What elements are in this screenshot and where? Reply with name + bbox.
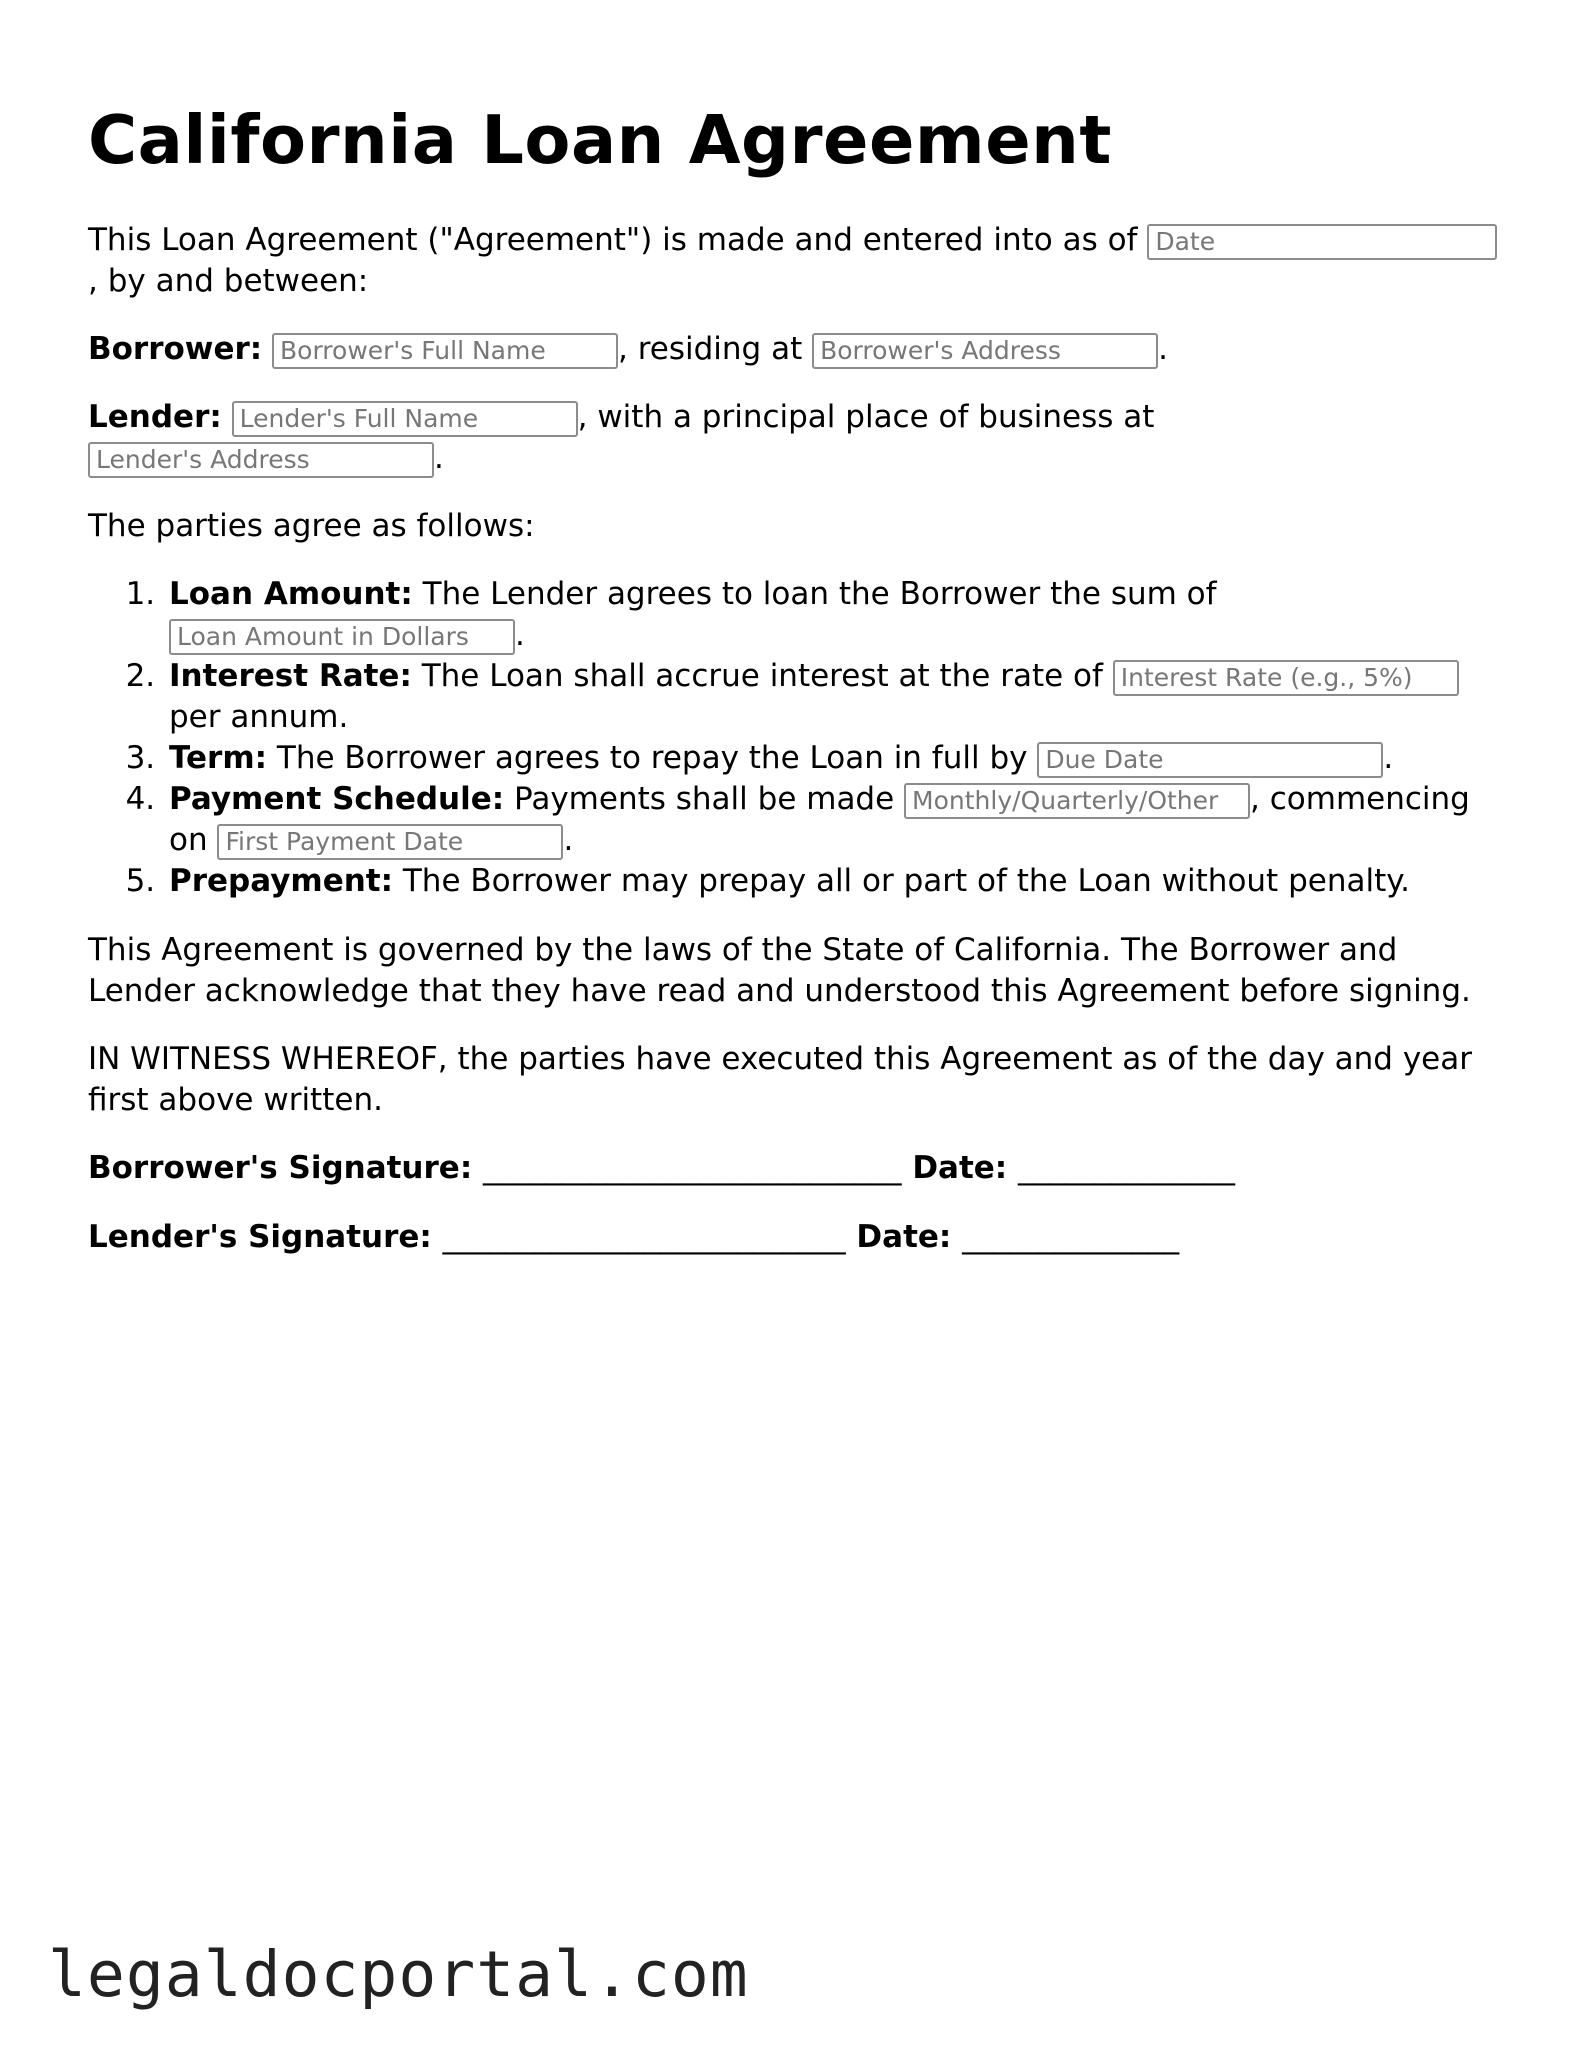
payment-schedule-middle: , commencing on [169, 781, 1470, 859]
lender-signature-label: Lender's Signature: [88, 1219, 432, 1256]
intro-text: This Loan Agreement ("Agreement") is made and entered into as of [88, 222, 1148, 259]
list-item [165, 861, 1508, 902]
list-item [165, 779, 1508, 861]
parties-agree-text: The parties agree as follows: [88, 508, 535, 545]
lender-label: Lender: [88, 399, 222, 436]
first-payment-date-field[interactable]: First Payment Date [217, 824, 563, 860]
term-text: The Borrower agrees to repay the Loan in full by [267, 740, 1038, 777]
witness-text: IN WITNESS WHEREOF, the parties have executed this Agreement as of the day and year first above written. [88, 1041, 1472, 1119]
page-title: California Loan Agreement [88, 101, 1112, 179]
interest-rate-field[interactable]: Interest Rate (e.g., 5%) [1113, 660, 1459, 696]
term-period: . [1383, 740, 1394, 777]
document-page [88, 100, 1508, 1286]
list-item [165, 656, 1508, 738]
interest-rate-end: per annum. [169, 699, 349, 736]
lender-date-blank: ______________ [962, 1219, 1180, 1256]
lender-name-field[interactable]: Lender's Full Name [232, 401, 578, 437]
lender-signature-line [88, 1217, 1508, 1258]
payment-schedule-text: Payments shall be made [504, 781, 905, 818]
loan-amount-period: . [515, 617, 525, 654]
loan-amount-text: The Lender agrees to loan the Borrower the sum of [412, 576, 1217, 613]
borrower-label: Borrower: [88, 331, 263, 368]
lender-address-field[interactable]: Lender's Address [88, 442, 434, 478]
lender-date-label: Date: [856, 1219, 952, 1256]
lender-period: . [434, 440, 444, 477]
interest-rate-text: The Loan shall accrue interest at the rate of [411, 658, 1113, 695]
due-date-field[interactable]: Due Date [1037, 742, 1383, 778]
borrower-residing-text: , residing at [618, 331, 813, 368]
lender-paragraph [88, 397, 1508, 479]
borrower-signature-blank: ___________________________ [483, 1150, 902, 1187]
lender-business-text: , with a principal place of business at [577, 399, 1155, 436]
loan-amount-field[interactable]: Loan Amount in Dollars [169, 619, 515, 655]
term-label: Term: [169, 740, 268, 777]
intro-paragraph [88, 220, 1508, 302]
prepayment-text: The Borrower may prepay all or part of the Loan without penalty. [393, 863, 1411, 900]
borrower-date-blank: ______________ [1018, 1150, 1236, 1187]
borrower-signature-label: Borrower's Signature: [88, 1150, 473, 1187]
governing-law-text: This Agreement is governed by the laws of the State of California. The Borrower and Lender acknowledge that they have read and understood this Agreement before signing. [88, 932, 1471, 1010]
interest-rate-label: Interest Rate: [169, 658, 412, 695]
payment-frequency-field[interactable]: Monthly/Quarterly/Other [904, 783, 1250, 819]
borrower-address-field[interactable]: Borrower's Address [812, 333, 1158, 369]
prepayment-label: Prepayment: [169, 863, 394, 900]
loan-amount-label: Loan Amount: [169, 576, 413, 613]
list-item [165, 738, 1508, 779]
borrower-name-field[interactable]: Borrower's Full Name [272, 333, 618, 369]
payment-schedule-period: . [563, 822, 574, 859]
borrower-period: . [1158, 331, 1168, 368]
watermark-text: legaldocportal.com [48, 1938, 749, 2011]
intro-text-after: , by and between: [88, 263, 369, 300]
borrower-date-label: Date: [912, 1150, 1008, 1187]
borrower-signature-line [88, 1148, 1508, 1189]
payment-schedule-label: Payment Schedule: [169, 781, 505, 818]
list-item [165, 574, 1508, 656]
borrower-paragraph [88, 329, 1508, 370]
terms-list [88, 574, 1508, 902]
lender-signature-blank: __________________________ [442, 1219, 846, 1256]
agreement-date-field[interactable]: Date [1147, 224, 1497, 260]
